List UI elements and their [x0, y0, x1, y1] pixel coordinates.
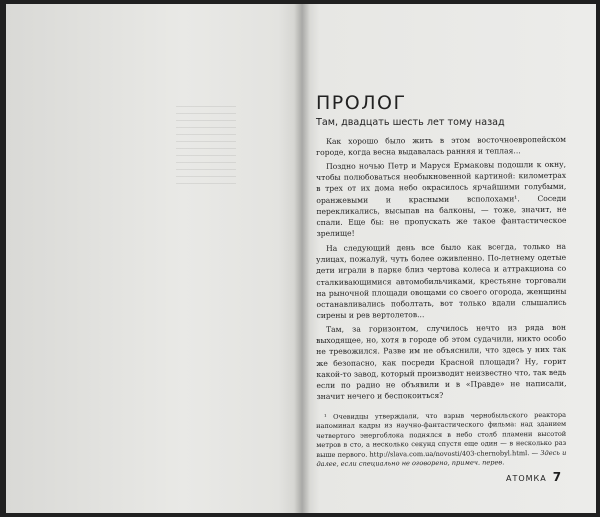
- paragraph: Как хорошо было жить в этом восточноевропейском городе, когда весна выдавалась ранняя и теплая...: [316, 134, 567, 158]
- page-footer: [506, 470, 561, 484]
- paragraph: Поздно ночью Петр и Маруся Ермаковы подошли к окну, чтобы полюбоваться необыкновенной картиной: километрах в трех от их дома небо окрасилось ярчайшими голубыми, оранжевыми и красными всполохами¹. Соседи перекликались, высыпав на балконы, — тоже, значит, не спали. Еще бы: не пропускать же такое фантастическое зрелище!: [316, 160, 567, 239]
- book-spread: [6, 4, 596, 513]
- right-page: [302, 4, 596, 513]
- page-content: [316, 92, 566, 469]
- left-page: [6, 4, 302, 513]
- footnote: [316, 410, 566, 469]
- paragraph: Там, за горизонтом, случилось нечто из ряда вон выходящее, но, хотя в городе об этом судачили, никто особо не тревожился. Разве им не объяснили, что здесь у них так же безопасно, как посреди Красной площади? Ну, горит какой-то завод, который производит неизвестно что, так ведь если по радио не объявили и в «Правде» не написали, значит нечего и беспокоиться?: [316, 323, 567, 402]
- page-number: 7: [552, 470, 562, 484]
- footnote-text: ¹ Очевидцы утверждали, что взрыв чернобыльского реактора напоминал кадры из научно-фантастического фильма: над зданием четвертого энергоблока поднялся в небо столб пламени высотой метров в сто, а несколько секунд спустя еще один — в несколько раз выше первого. http://slavа.com.ua/novosti/403-chernobyl.html. —: [316, 410, 567, 459]
- chapter-title: ПРОЛОГ: [316, 92, 407, 114]
- running-head: АТОМКА: [506, 474, 547, 483]
- show-through-text: [176, 100, 236, 190]
- book-gutter: [294, 4, 310, 513]
- paragraph: На следующий день все было как всегда, только на улицах, пожалуй, чуть более оживленно. По-летнему одетые дети играли в парке близ чертова колеса и аттракциона со сталкивающимися автомобильчиками, крестьяне торговали на рыночной площади овощами со своего огорода, женщины останавливались поболтать, вот только вдали слышались сирены и рев вертолетов...: [316, 241, 567, 321]
- footnote-italic-note: Здесь и далее, если специально не оговорено, примеч. перев.: [316, 448, 567, 468]
- chapter-subtitle: Там, двадцать шесть лет тому назад: [316, 117, 505, 128]
